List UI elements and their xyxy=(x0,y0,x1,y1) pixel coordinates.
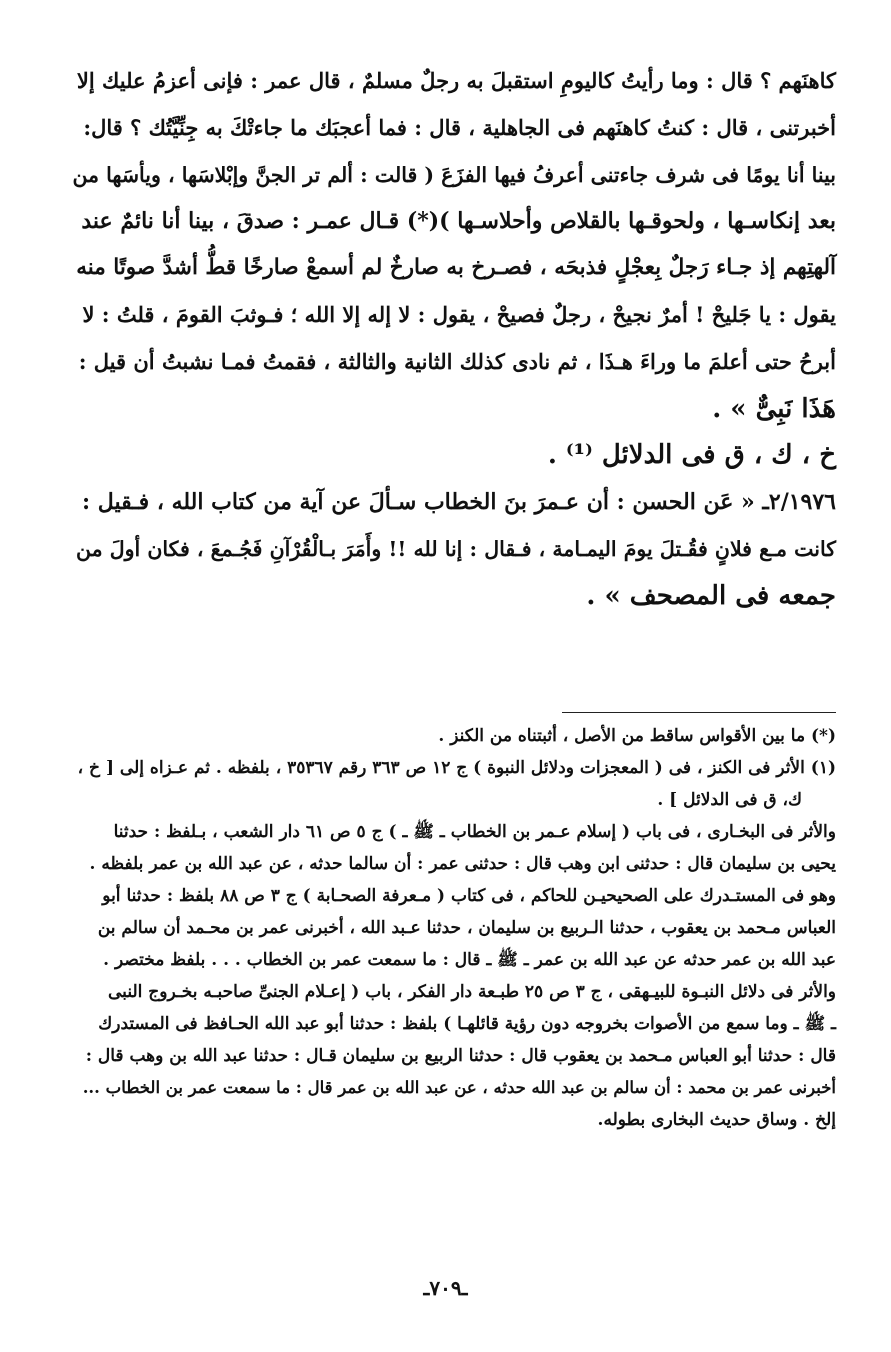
footnote-line: وهو فى المستـدرك على الصحيحيـن للحاكم ، فى كتاب ( مـعرفة الصحـابة ) ج ٣ ص ٨٨ بلفظ : حدثنا أبو xyxy=(102,886,836,906)
footnote-line: ـ ﷺ ـ وما سمع من الأصوات بخروجه دون رؤية قائلهـا ) بلفظ : حدثنا أبو عبد الله الحـافظ فى المستدرك xyxy=(98,1014,836,1034)
text-line: جمعه فى المصحف » . xyxy=(586,580,836,611)
footnote-line: والأثر فى البخـارى ، فى باب ( إسلام عـمر بن الخطاب ـ ﷺ ـ ) ج ٥ ص ٦١ دار الشعب ، بـلفظ : حدثنا xyxy=(113,822,836,842)
footnote-line: إلخ . وساق حديث البخارى بطوله. xyxy=(597,1110,836,1130)
footnote-line: (*) ما بين الأقواس ساقط من الأصل ، أثبتناه من الكنز . xyxy=(438,726,836,746)
footnote-line: أخبرنى عمر بن محمد : أن سالم بن عبد الله حدثه ، عن عبد الله بن عمر قال : ما سمعت عمر بن الخطاب ... xyxy=(82,1078,836,1097)
text-line: يقول : يا جَليحْ ! أمرٌ نجيحْ ، رجلٌ فصيحْ ، يقول : لا إله إلا الله ؛ فـوثبَ القومَ ، قلتُ : لا xyxy=(82,301,836,327)
footnote-divider xyxy=(562,712,836,713)
page-number: ـ٧٠٩ـ xyxy=(423,1276,468,1300)
hadith-heading-line: ٢/١٩٧٦ـ « عَن الحسن : أن عـمرَ بنَ الخطاب سـألَ عن آية من كتاب الله ، فـقيل : xyxy=(82,489,836,516)
footnote-line: عبد الله بن عمر حدثه عن عبد الله بن عمر ـ ﷺ ـ قال : ما سمعت عمر بن الخطاب . . . بلفظ مختصر . xyxy=(103,950,836,970)
footnote-line: قال : حدثنا أبو العباس مـحمد بن يعقوب قال : حدثنا الربيع بن سليمان قـال : حدثنا عبد الله بن وهب قال : xyxy=(85,1046,836,1066)
source-reference: خ ، ك ، ق فى الدلائل ⁽¹⁾ . xyxy=(547,440,836,471)
text-line: أبرحُ حتى أعلمَ ما وراءَ هـذَا ، ثم نادى كذلك الثانية والثالثة ، فقمتُ فمـا نشبتُ أن قيل : xyxy=(78,348,836,374)
footnote-line: (١) الأثر فى الكنز ، فى ( المعجزات ودلائل النبوة ) ج ١٢ ص ٣٦٣ رقم ٣٥٣٦٧ ، بلفظه . ثم عـزاه إلى [ خ ، xyxy=(77,758,836,778)
text-line: كانت مـع فلانٍ فقُـتلَ يومَ اليمـامة ، فـقال : إنا لله !! وأَمَرَ بـالْقُرْآنِ فَجُـمعَ ، فكان أولَ من xyxy=(76,536,836,561)
footnote-line: والأثر فى دلائل النبـوة للبيـهقى ، ج ٣ ص ٢٥ طبـعة دار الفكر ، باب ( إعـلام الجنىِّ صاحبـه بخـروج النبى xyxy=(108,982,836,1002)
text-line: بعد إنكاسـها ، ولحوقـها بالقلاص وأحلاسـها )(*) قـال عمـر : صدقَ ، بينا أنا نائمٌ عند xyxy=(81,208,836,235)
main-text xyxy=(70,58,836,620)
footnote-line: ك، ق فى الدلائل ] . xyxy=(657,790,802,810)
text-line: آلهتِهم إذ جـاء رَجلٌ بِعجْلٍ فذبحَه ، فصـرخ به صارخٌ لم أسمعْ صارخًا قطُّ أشدَّ صوتًا منه xyxy=(76,255,836,281)
text-line: هَذَا نَبِىٌّ » . xyxy=(712,393,836,424)
text-line: كاهنَهم ؟ قال : وما رأيتُ كاليومِ استقبلَ به رجلٌ مسلمٌ ، قال عمر : فإنى أعزمُ عليك إلا xyxy=(76,68,836,93)
text-line: أخبرتنى ، قال : كنتُ كاهنَهم فى الجاهلية ، قال : فما أعجبَك ما جاءتْكَ به جِنِّيَّتُك ؟ قال: xyxy=(83,114,836,140)
footnote-line: العباس مـحمد بن يعقوب ، حدثنا الـربيع بن سليمان ، حدثنا عـبد الله ، أخبرنى عمر بن محـمد أن سالم بن xyxy=(97,918,836,938)
footnotes xyxy=(70,720,836,1136)
text-line: بينا أنا يومًا فى شرف جاءتنى أعرفُ فيها الفزَعَ ( قالت : ألم تر الجنَّ وإبْلاسَها ، ويأسَها من xyxy=(72,162,836,187)
footnote-line: يحيى بن سليمان قال : حدثنى ابن وهب قال : حدثنى عمر : أن سالما حدثه ، عن عبد الله بن عمر بلفظه . xyxy=(89,854,836,874)
